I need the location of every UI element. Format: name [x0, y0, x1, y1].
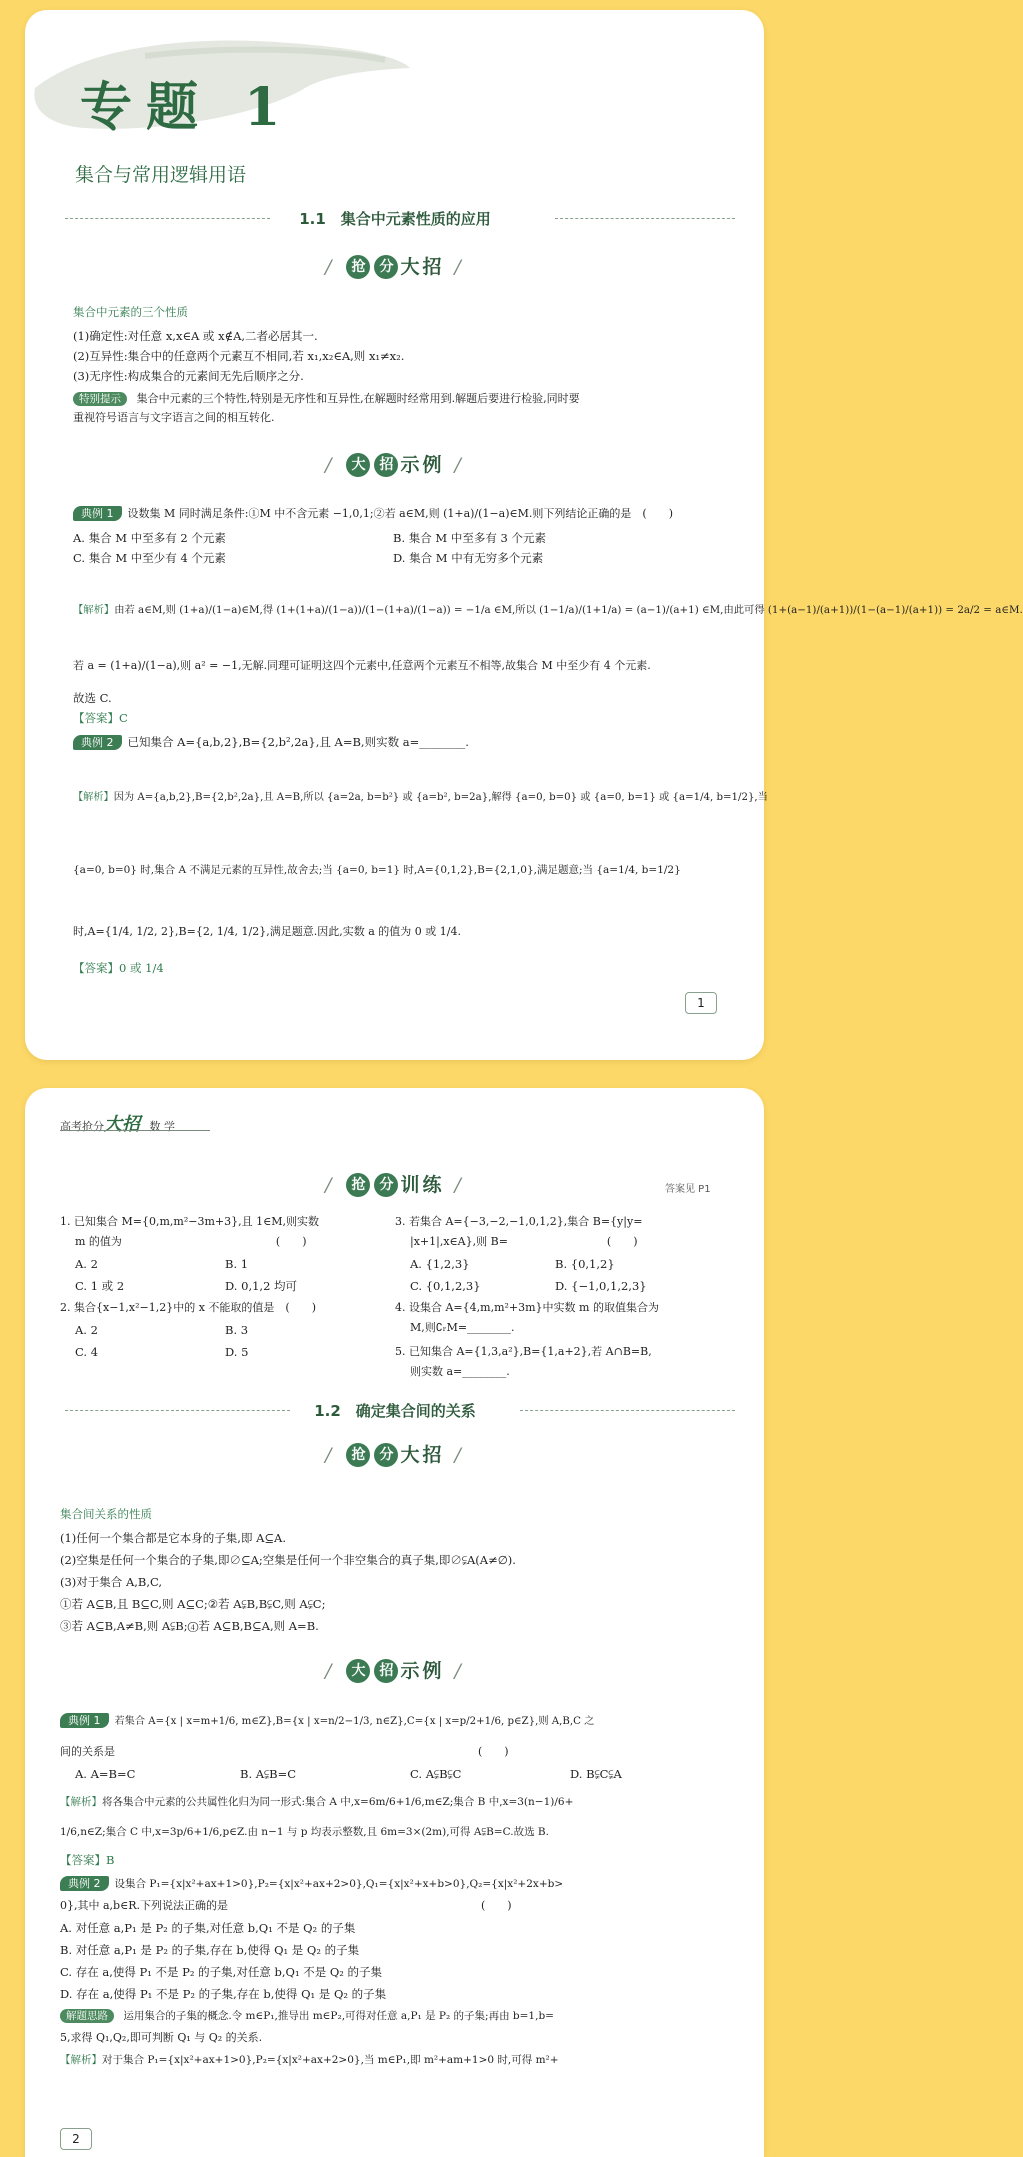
p2-example-1-question-cont: 间的关系是 ( ) [60, 1745, 509, 1758]
hint-line-2: 5,求得 Q₁,Q₂,即可判断 Q₁ 与 Q₂ 的关系. [60, 2031, 263, 2044]
p2-example-2-solution: 【解析】对于集合 P₁={x|x²+ax+1>0},P₂={x|x²+ax+2>0},当 m∈P₁,即 m²+am+1>0 时,可得 m²+ [60, 2054, 559, 2066]
example-1-option-b: B. 集合 M 中至多有 3 个元素 [393, 531, 546, 545]
question-2: 2. 集合{x−1,x²−1,2}中的 x 不能取的值是 ( ) [60, 1301, 317, 1314]
p2-example-1-option-d: D. B⫋C⫋A [570, 1767, 622, 1781]
prop2-1: (1)任何一个集合都是它本身的子集,即 A⊆A. [60, 1531, 287, 1545]
question-5: 5. 已知集合 A={1,3,a²},B={1,a+2},若 A∩B=B, [395, 1345, 652, 1358]
p2-example-2-question-cont: 0},其中 a,b∈R.下列说法正确的是 ( ) [60, 1899, 512, 1912]
answer-reference: 答案见 P1 [665, 1184, 711, 1195]
question-1-option-d: D. 0,1,2 均可 [225, 1279, 298, 1293]
question-2-option-d: D. 5 [225, 1345, 249, 1359]
p2-example-1-answer: 【答案】B [60, 1853, 115, 1867]
tip-line-2: 重视符号语言与文字语言之间的相互转化. [73, 411, 275, 424]
banner-example: / 大 招 示例 / [325, 454, 464, 476]
props-title: 集合中元素的三个性质 [73, 305, 188, 319]
p2-example-2-tag: 典例 2 [60, 1876, 109, 1891]
question-4: 4. 设集合 A={4,m,m²+3m}中实数 m 的取值集合为 [395, 1301, 659, 1314]
section-heading-2: 1.2 确定集合间的关系 [55, 1400, 735, 1420]
p2-example-1-question: 典例 1 若集合 A={x | x=m+1/6, m∈Z},B={x | x=n/2−1/3, n∈Z},C={x | x=p/2+1/6, p∈Z},则 A,B,C 之 [60, 1712, 594, 1732]
example-2-tag: 典例 2 [73, 735, 122, 750]
p2-example-1-solution-2: 1/6,n∈Z;集合 C 中,x=3p/6+1/6,p∈Z.由 n−1 与 p 均表示整数,且 6m=3×(2m),可得 A⫋B=C.故选 B. [60, 1826, 549, 1838]
topic-title: 专题 1 [80, 77, 295, 138]
example-2-answer: 【答案】0 或 1/4 [73, 961, 164, 975]
example-1-solution-3: 故选 C. [73, 691, 112, 705]
prop2-3: (3)对于集合 A,B,C, [60, 1575, 163, 1589]
question-2-option-c: C. 4 [75, 1345, 99, 1359]
example-1-option-c: C. 集合 M 中至少有 4 个元素 [73, 551, 226, 565]
question-3-option-a: A. {1,2,3} [410, 1257, 470, 1271]
hint-line-1: 解题思路 运用集合的子集的概念.令 m∈P₁,推导出 m∈P₂,可得对任意 a,P₁ 是 P₂ 的子集;再由 b=1,b= [60, 2006, 554, 2026]
question-2-option-b: B. 3 [225, 1323, 249, 1337]
question-2-option-a: A. 2 [75, 1323, 98, 1337]
p2-example-1-solution-1: 【解析】将各集合中元素的公共属性化归为同一形式:集合 A 中,x=6m/6+1/6,m∈Z;集合 B 中,x=3(n−1)/6+ [60, 1796, 574, 1808]
p2-example-2-question: 典例 2 设集合 P₁={x|x²+ax+1>0},P₂={x|x²+ax+2>0},Q₁={x|x²+x+b>0},Q₂={x|x²+2x+b> [60, 1874, 563, 1894]
question-1: 1. 已知集合 M={0,m,m²−3m+3},且 1∈M,则实数 [60, 1215, 319, 1228]
p2-example-2-option-b: B. 对任意 a,P₁ 是 P₂ 的子集,存在 b,使得 Q₁ 是 Q₂ 的子集 [60, 1943, 360, 1957]
p2-example-2-option-d: D. 存在 a,使得 P₁ 不是 P₂ 的子集,存在 b,使得 Q₁ 是 Q₂ 的子集 [60, 1987, 387, 2001]
page-1 [25, 10, 1023, 1060]
prop-3: (3)无序性:构成集合的元素间无先后顺序之分. [73, 369, 304, 383]
question-3-option-d: D. {−1,0,1,2,3} [555, 1279, 647, 1293]
hint-badge: 解题思路 [60, 2009, 114, 2023]
example-1-solution-2: 若 a = (1+a)/(1−a),则 a² = −1,无解.同理可证明这四个元素中,任意两个元素互不相等,故集合 M 中至少有 4 个元素. [73, 659, 651, 672]
question-3-option-c: C. {0,1,2,3} [410, 1279, 481, 1293]
question-1-option-a: A. 2 [75, 1257, 98, 1271]
tip-line-1: 特别提示 集合中元素的三个特性,特别是无序性和互异性,在解题时经常用到.解题后要进行检验,同时要 [73, 388, 580, 409]
example-1-solution-1: 【解析】由若 a∈M,则 (1+a)/(1−a)∈M,得 (1+(1+a)/(1−a))/(1−(1+a)/(1−a)) = −1/a ∈M,所以 (1−1/a)/(1+1/a) = (a−1)/(a+1) ∈M,由此可得 (1+(a−1)/(a+1))/(1−(a−1)/(a+1)) = 2a/2 = a∈M. [73, 604, 1023, 616]
question-4-cont: M,则∁ᵣM=________. [410, 1321, 515, 1334]
question-1-option-c: C. 1 或 2 [75, 1279, 125, 1293]
example-1-option-d: D. 集合 M 中有无穷多个元素 [393, 551, 544, 565]
page-header: 高考抢分大招 数 学 [60, 1114, 175, 1135]
example-1-option-a: A. 集合 M 中至多有 2 个元素 [73, 531, 226, 545]
props-title-2: 集合间关系的性质 [60, 1507, 152, 1521]
header-rule [60, 1130, 210, 1131]
question-3: 3. 若集合 A={−3,−2,−1,0,1,2},集合 B={y|y= [395, 1215, 643, 1228]
page-2 [25, 1088, 764, 2157]
tip-badge: 特别提示 [73, 392, 127, 406]
question-3-cont: |x+1|,x∈A},则 B= ( ) [410, 1235, 638, 1248]
p2-example-1-tag: 典例 1 [60, 1713, 109, 1728]
banner-tips: / 抢 分 大招 / [325, 256, 464, 278]
page-number-2: 2 [60, 2128, 92, 2150]
question-5-cont: 则实数 a=________. [410, 1365, 510, 1378]
p2-example-1-option-b: B. A⫋B=C [240, 1767, 297, 1781]
p2-example-2-option-a: A. 对任意 a,P₁ 是 P₂ 的子集,对任意 b,Q₁ 不是 Q₂ 的子集 [60, 1921, 356, 1935]
section-heading: 1.1 集合中元素性质的应用 [55, 208, 735, 228]
topic-subtitle: 集合与常用逻辑用语 [75, 164, 247, 186]
prop2-5: ③若 A⊆B,A≠B,则 A⫋B;④若 A⊆B,B⊆A,则 A=B. [60, 1619, 319, 1633]
prop-2: (2)互异性:集合中的任意两个元素互不相同,若 x₁,x₂∈A,则 x₁≠x₂. [73, 349, 405, 363]
question-1-option-b: B. 1 [225, 1257, 249, 1271]
question-3-option-b: B. {0,1,2} [555, 1257, 615, 1271]
banner-training: / 抢 分 训练 / [325, 1174, 464, 1196]
prop-1: (1)确定性:对任意 x,x∈A 或 x∉A,二者必居其一. [73, 329, 318, 343]
prop2-2: (2)空集是任何一个集合的子集,即∅⊆A;空集是任何一个非空集合的真子集,即∅⫋A(A≠∅). [60, 1553, 516, 1567]
p2-example-1-option-c: C. A⫋B⫋C [410, 1767, 462, 1781]
example-2-solution-2: {a=0, b=0} 时,集合 A 不满足元素的互异性,故舍去;当 {a=0, b=1} 时,A={0,1,2},B={2,1,0},满足题意;当 {a=1/4, b=1/2} [73, 864, 681, 876]
prop2-4: ①若 A⊆B,且 B⊆C,则 A⊆C;②若 A⫋B,B⫋C,则 A⫋C; [60, 1597, 326, 1611]
example-2-question: 典例 2 已知集合 A={a,b,2},B={2,b²,2a},且 A=B,则实数 a=________. [73, 732, 469, 752]
example-1-question: 典例 1 设数集 M 同时满足条件:①M 中不含元素 −1,0,1;②若 a∈M,则 (1+a)/(1−a)∈M.则下列结论正确的是 ( ) [73, 504, 673, 524]
page-number: 1 [685, 992, 717, 1014]
banner-tips-2: / 抢 分 大招 / [325, 1444, 464, 1466]
question-1-cont: m 的值为 ( ) [75, 1235, 307, 1248]
example-1-answer: 【答案】C [73, 711, 128, 725]
example-1-tag: 典例 1 [73, 506, 122, 521]
example-2-solution-3: 时,A={1/4, 1/2, 2},B={2, 1/4, 1/2},满足题意.因此,实数 a 的值为 0 或 1/4. [73, 925, 461, 938]
p2-example-1-option-a: A. A=B=C [75, 1767, 136, 1781]
banner-example-2: / 大 招 示例 / [325, 1660, 464, 1682]
p2-example-2-option-c: C. 存在 a,使得 P₁ 不是 P₂ 的子集,对任意 b,Q₁ 不是 Q₂ 的子集 [60, 1965, 383, 1979]
example-2-solution-1: 【解析】因为 A={a,b,2},B={2,b²,2a},且 A=B,所以 {a=2a, b=b²} 或 {a=b², b=2a},解得 {a=0, b=0} 或 {a=0, b=1} 或 {a=1/4, b=1/2},当 [73, 792, 768, 803]
